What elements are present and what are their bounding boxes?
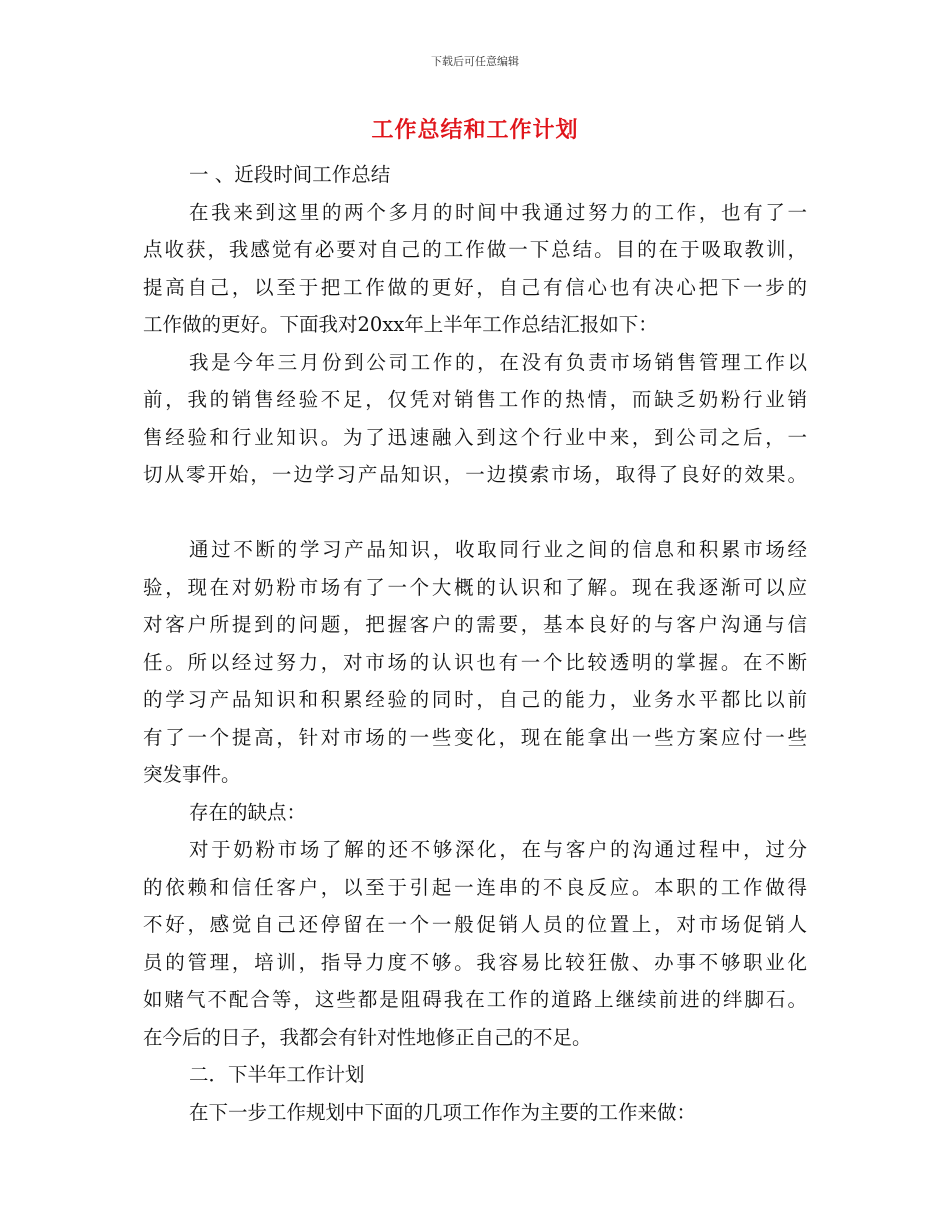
paragraph [143,831,807,1056]
text-line: 点收获，我感觉有必要对自己的工作做一下总结。目的在于吸取教训， [143,238,807,261]
text-line: 员的管理，培训，指导力度不够。我容易比较狂傲、办事不够职业化 [143,950,807,974]
text-line: 任。所以经过努力，对市场的认识也有一个比较透明的掌握。在不断 [143,650,807,674]
paragraph [143,531,807,794]
paragraph [143,344,807,494]
paragraph [143,194,807,344]
text-line: 对于奶粉市场了解的还不够深化，在与客户的沟通过程中，过分 [189,838,807,861]
text-line: 通过不断的学习产品知识，收取同行业之间的信息和积累市场经 [189,538,807,561]
text-line: 验，现在对奶粉市场有了一个大概的认识和了解。现在我逐渐可以应 [143,575,807,599]
text-line: 突发事件。 [143,763,241,786]
text-line: 我是今年三月份到公司工作的，在没有负责市场销售管理工作以 [189,350,807,374]
document-title: 工作总结和工作计划 [371,117,579,143]
text-line: 如赌气不配合等，这些都是阻碍我在工作的道路上继续前进的绊脚石。 [143,988,807,1011]
paragraph-gap [143,494,807,532]
text-line: 的依赖和信任客户，以至于引起一连串的不良反应。本职的工作做得 [143,875,807,899]
text-line: 工作做的更好。下面我对20xx年上半年工作总结汇报如下： [143,313,658,336]
text-line: 在今后的日子，我都会有针对性地修正自己的不足。 [143,1025,592,1049]
paragraph [143,1094,807,1132]
weakness-heading: 存在的缺点： [189,800,307,824]
document-body [143,156,807,1131]
text-line: 对客户所提到的问题，把握客户的需要，基本良好的与客户沟通与信 [143,613,807,636]
page-header: 下载后可任意编辑 [431,55,519,68]
section-heading: 一 、近段时间工作总结 [189,163,391,186]
text-line: 售经验和行业知识。为了迅速融入到这个行业中来，到公司之后，一 [143,425,807,449]
text-line: 在下一步工作规划中下面的几项工作作为主要的工作来做： [189,1100,697,1124]
text-line: 的学习产品知识和积累经验的同时，自己的能力，业务水平都比以前 [143,688,807,711]
text-line: 在我来到这里的两个多月的时间中我通过努力的工作，也有了一 [189,200,807,224]
text-line: 提高自己，以至于把工作做的更好，自己有信心也有决心把下一步的 [143,275,807,299]
section-heading: 二．下半年工作计划 [189,1063,365,1086]
text-line: 有了一个提高，针对市场的一些变化，现在能拿出一些方案应付一些 [143,725,807,749]
text-line: 切从零开始，一边学习产品知识，一边摸索市场，取得了良好的效果。 [143,463,807,486]
text-line: 不好，感觉自己还停留在一个一般促销人员的位置上，对市场促销人 [143,913,807,936]
text-line: 前，我的销售经验不足，仅凭对销售工作的热情，而缺乏奶粉行业销 [143,388,807,411]
